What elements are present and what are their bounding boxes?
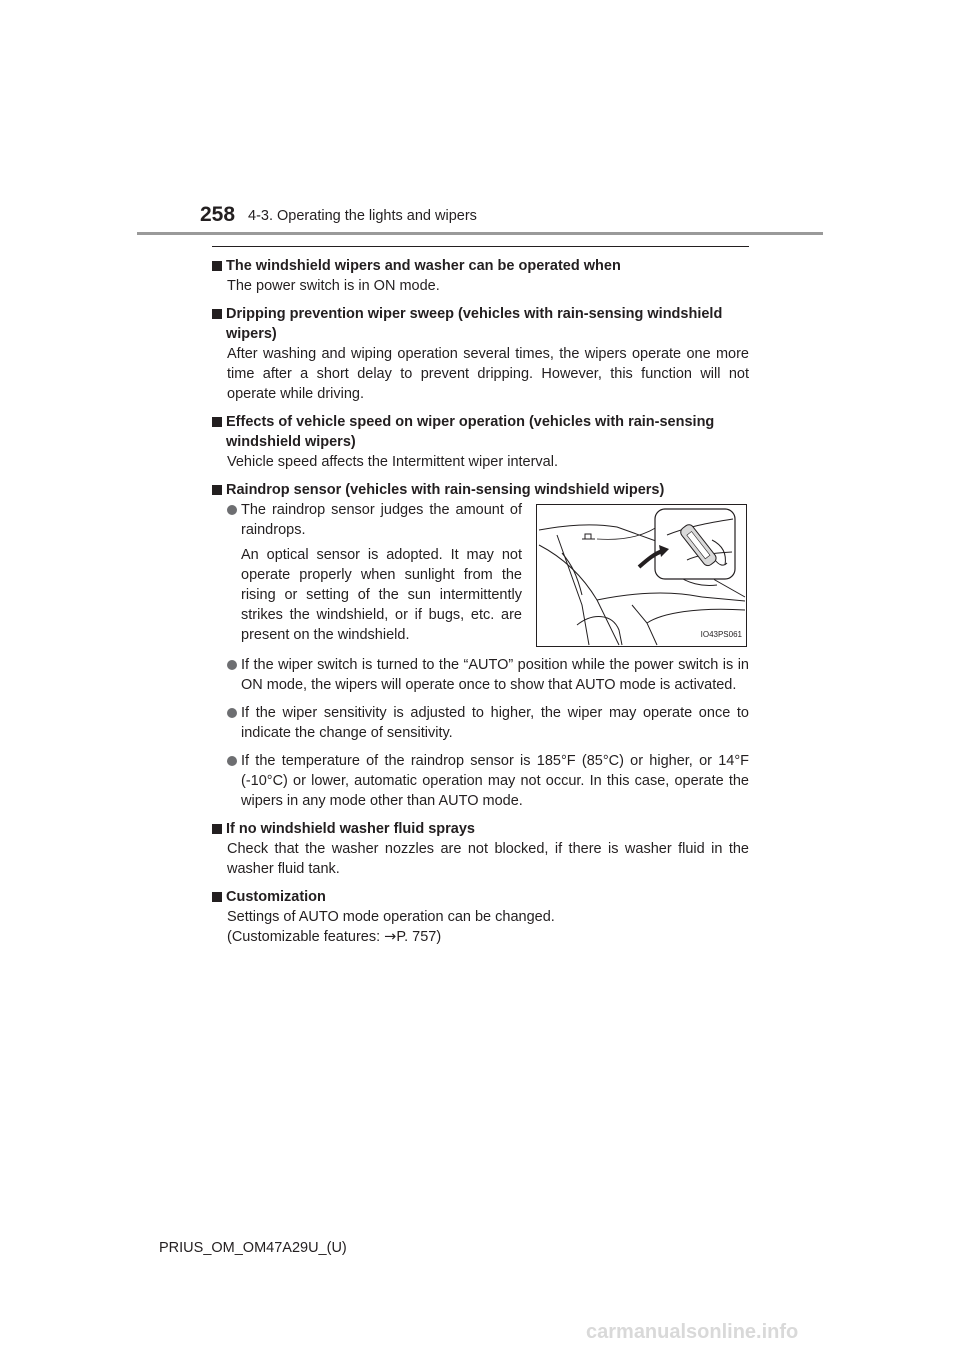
square-bullet-icon: [212, 892, 222, 902]
raindrop-sensor-illustration: [536, 504, 747, 647]
header-rule: [137, 232, 823, 235]
section-dripping-prevention: [212, 304, 749, 404]
round-bullet-icon: [227, 660, 237, 670]
arrow-right-icon: →: [384, 929, 397, 945]
section-body: Vehicle speed affects the Intermittent wiper interval.: [227, 454, 558, 470]
section-heading: Effects of vehicle speed on wiper operation (vehicles with rain-sensing windshield wipers): [226, 414, 715, 450]
watermark: carmanualsonline.info: [586, 1321, 799, 1343]
square-bullet-icon: [212, 309, 222, 319]
section-body: Check that the washer nozzles are not blocked, if there is washer fluid in the washer fluid tank.: [227, 841, 749, 877]
square-bullet-icon: [212, 261, 222, 271]
page-content: [212, 256, 749, 955]
list-item: The raindrop sensor judges the amount of raindrops. An optical sensor is adopted. It may not operate properly when sunlight from the rising or setting of the sun intermittently strikes the windshield, or if bugs, etc. are present on the windshield.: [227, 500, 522, 647]
customization-reference: (Customizable features: →P. 757): [227, 929, 442, 945]
list-item: If the wiper sensitivity is adjusted to higher, the wiper may operate once to indicate the change of sensitivity.: [227, 703, 749, 743]
section-operating-condition: [212, 256, 749, 296]
footer-code: PRIUS_OM_OM47A29U_(U): [159, 1240, 347, 1256]
section-heading: Dripping prevention wiper sweep (vehicles with rain-sensing windshield wipers): [226, 306, 723, 342]
section-body: After washing and wiping operation several times, the wipers operate one more time after a short delay to prevent dripping. However, this function will not operate while driving.: [227, 346, 749, 402]
section-vehicle-speed: [212, 412, 749, 472]
section-body: Settings of AUTO mode operation can be changed.: [227, 909, 555, 925]
section-customization: [212, 887, 749, 947]
chapter-title: 4-3. Operating the lights and wipers: [248, 208, 477, 224]
square-bullet-icon: [212, 417, 222, 427]
figure-code: IO43PS061: [700, 630, 742, 639]
section-heading: Customization: [226, 889, 326, 905]
section-heading: If no windshield washer fluid sprays: [226, 821, 475, 837]
round-bullet-icon: [227, 756, 237, 766]
section-no-washer-fluid: [212, 819, 749, 879]
list-item: If the temperature of the raindrop sensor is 185°F (85°C) or higher, or 14°F (-10°C) or lower, automatic operation may not occur. In this case, operate the wipers in any mode other than AUTO mode.: [227, 751, 749, 811]
round-bullet-icon: [227, 505, 237, 515]
square-bullet-icon: [212, 824, 222, 834]
section-raindrop-sensor: [212, 480, 749, 811]
section-heading: The windshield wipers and washer can be operated when: [226, 258, 621, 274]
square-bullet-icon: [212, 485, 222, 495]
round-bullet-icon: [227, 708, 237, 718]
page-reference-link[interactable]: P. 757): [396, 929, 442, 945]
list-item: If the wiper switch is turned to the “AUTO” position while the power switch is in ON mode, the wipers will operate once to show that AUTO mode is activated.: [227, 655, 749, 695]
section-body: The power switch is in ON mode.: [227, 278, 440, 294]
section-heading: Raindrop sensor (vehicles with rain-sensing windshield wipers): [226, 482, 665, 498]
section-rule: [212, 246, 749, 247]
page-number: 258: [200, 203, 236, 226]
